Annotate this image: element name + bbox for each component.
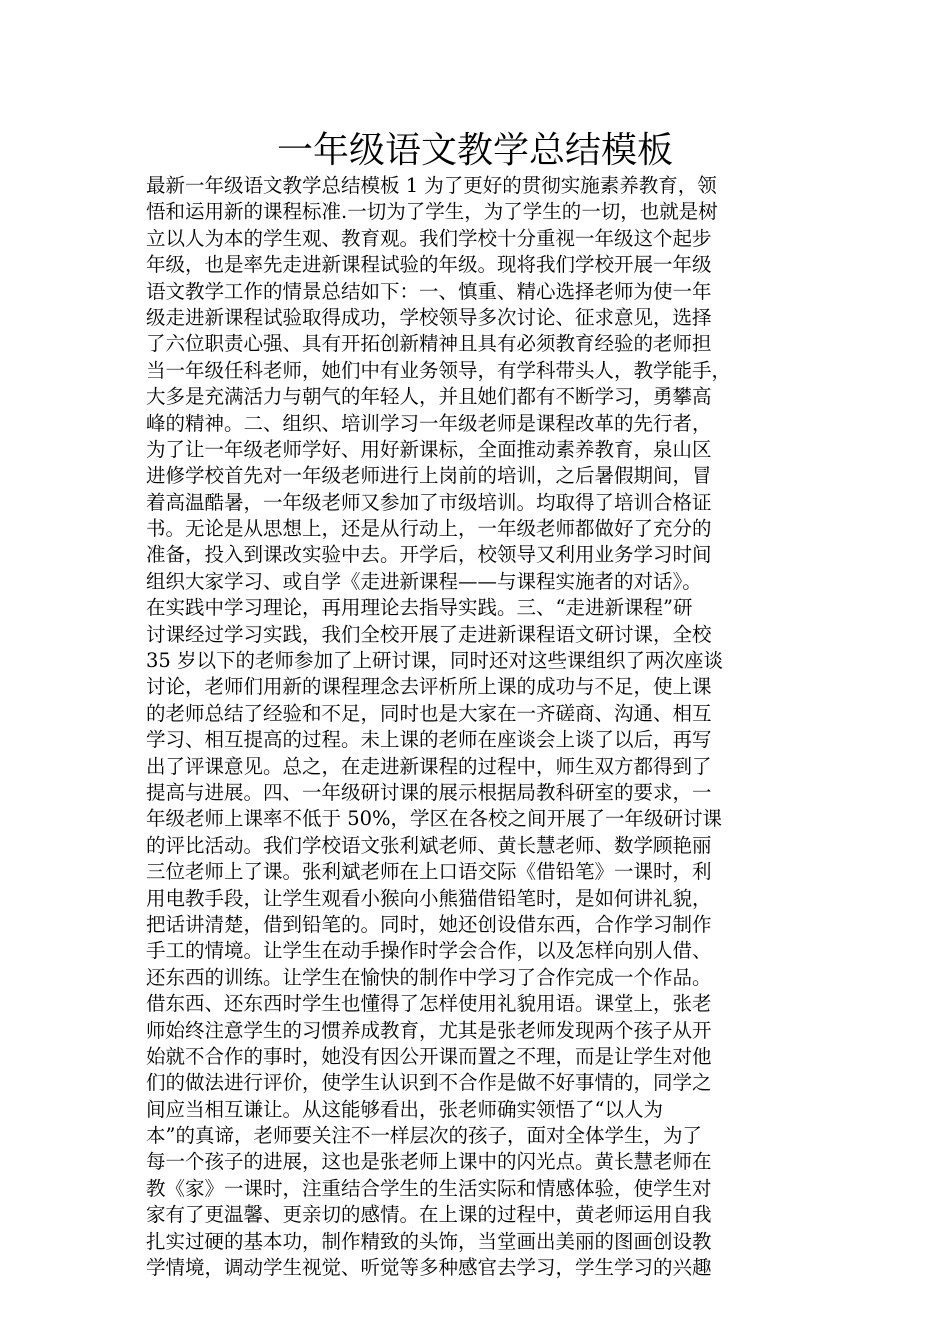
body-text-line: 教《家》一课时，注重结合学生的生活实际和情感体验，使学生对 bbox=[146, 1176, 712, 1200]
body-text-line: 讨论，老师们用新的课程理念去评析所上课的成功与不足，使上课 bbox=[146, 675, 712, 699]
body-text-line: 年级，也是率先走进新课程试验的年级。现将我们学校开展一年级 bbox=[146, 253, 712, 277]
body-text-line: 借东西、还东西时学生也懂得了怎样使用礼貌用语。课堂上，张老 bbox=[146, 992, 712, 1016]
body-text-line: 立以人为本的学生观、教育观。我们学校十分重视一年级这个起步 bbox=[146, 226, 712, 250]
body-text-line: 最新一年级语文教学总结模板 1 为了更好的贯彻实施素养教育，领 bbox=[146, 174, 717, 197]
body-text-line: 把话讲清楚，借到铅笔的。同时，她还创设借东西，合作学习制作 bbox=[146, 912, 712, 936]
body-text-line: 每一个孩子的进展，这也是张老师上课中的闪光点。黄长慧老师在 bbox=[146, 1150, 712, 1174]
body-text-line: 手工的情境。让学生在动手操作时学会合作，以及怎样向别人借、 bbox=[146, 939, 712, 963]
body-text-line: 准备，投入到课改实验中去。开学后，校领导又利用业务学习时间 bbox=[146, 543, 712, 567]
document-body bbox=[146, 173, 808, 1281]
body-text-line: 提高与进展。四、一年级研讨课的展示根据局教科研室的要求，一 bbox=[146, 780, 712, 804]
body-text-line: 峰的精神。二、组织、培训学习一年级老师是课程改革的先行者， bbox=[146, 411, 712, 435]
body-text-line: 语文教学工作的情景总结如下：一、慎重、精心选择老师为使一年 bbox=[146, 279, 712, 303]
body-text-line: 年级老师上课率不低于 50%，学区在各校之间开展了一年级研讨课 bbox=[146, 807, 723, 831]
body-text-line: 三位老师上了课。张利斌老师在上口语交际《借铅笔》一课时，利 bbox=[146, 860, 712, 884]
body-text-line: 间应当相互谦让。从这能够看出，张老师确实领悟了“以人为 bbox=[146, 1097, 663, 1121]
body-text-line: 级走进新课程试验取得成功，学校领导多次讨论、征求意见，选择 bbox=[146, 305, 712, 329]
body-text-line: 组织大家学习、或自学《走进新课程——与课程实施者的对话》。 bbox=[146, 569, 702, 593]
body-text-line: 当一年级任科老师，她们中有业务领导，有学科带头人，教学能手， bbox=[146, 358, 732, 382]
body-text-line: 了六位职责心强、具有开拓创新精神且具有必须教育经验的老师担 bbox=[146, 332, 712, 356]
body-text-line: 家有了更温馨、更亲切的感情。在上课的过程中，黄老师运用自我 bbox=[146, 1203, 712, 1227]
body-text-line: 悟和运用新的课程标准.一切为了学生，为了学生的一切，也就是树 bbox=[146, 200, 718, 224]
body-text-line: 们的做法进行评价，使学生认识到不合作是做不好事情的，同学之 bbox=[146, 1071, 712, 1095]
body-text-line: 还东西的训练。让学生在愉快的制作中学习了合作完成一个作品。 bbox=[146, 965, 712, 989]
body-text-line: 的评比活动。我们学校语文张利斌老师、黄长慧老师、数学顾艳丽 bbox=[146, 833, 712, 857]
body-text-line: 用电教手段，让学生观看小猴向小熊猫借铅笔时，是如何讲礼貌， bbox=[146, 886, 712, 910]
body-text-line: 进修学校首先对一年级老师进行上岗前的培训，之后暑假期间，冒 bbox=[146, 464, 712, 488]
body-text-line: 大多是充满活力与朝气的年轻人，并且她们都有不断学习，勇攀高 bbox=[146, 385, 712, 409]
body-text-line: 本”的真谛，老师要关注不一样层次的孩子，面对全体学生，为了 bbox=[146, 1124, 702, 1148]
body-text-line: 出了评课意见。总之，在走进新课程的过程中，师生双方都得到了 bbox=[146, 754, 712, 778]
body-text-line: 35 岁以下的老师参加了上研讨课，同时还对这些课组织了两次座谈 bbox=[146, 649, 724, 673]
body-text-line: 为了让一年级老师学好、用好新课标，全面推动素养教育，泉山区 bbox=[146, 437, 712, 461]
body-text-line: 讨课经过学习实践，我们全校开展了走进新课程语文研讨课，全校 bbox=[146, 622, 712, 646]
body-text-line: 着高温酷暑，一年级老师又参加了市级培训。均取得了培训合格证 bbox=[146, 490, 712, 514]
body-text-line: 在实践中学习理论，再用理论去指导实践。三、“走进新课程”研 bbox=[146, 596, 693, 620]
body-text-line: 学情境，调动学生视觉、听觉等多种感官去学习，学生学习的兴趣 bbox=[146, 1256, 712, 1280]
document-title: 一年级语文教学总结模板 bbox=[276, 130, 673, 171]
body-text-line: 书。无论是从思想上，还是从行动上，一年级老师都做好了充分的 bbox=[146, 517, 712, 541]
body-text-line: 学习、相互提高的过程。未上课的老师在座谈会上谈了以后，再写 bbox=[146, 728, 712, 752]
body-text-line: 的老师总结了经验和不足，同时也是大家在一齐磋商、沟通、相互 bbox=[146, 701, 712, 725]
body-text-line: 始就不合作的事时，她没有因公开课而置之不理，而是让学生对他 bbox=[146, 1044, 712, 1068]
body-text-line: 扎实过硬的基本功，制作精致的头饰，当堂画出美丽的图画创设教 bbox=[146, 1229, 712, 1253]
body-text-line: 师始终注意学生的习惯养成教育，尤其是张老师发现两个孩子从开 bbox=[146, 1018, 712, 1042]
